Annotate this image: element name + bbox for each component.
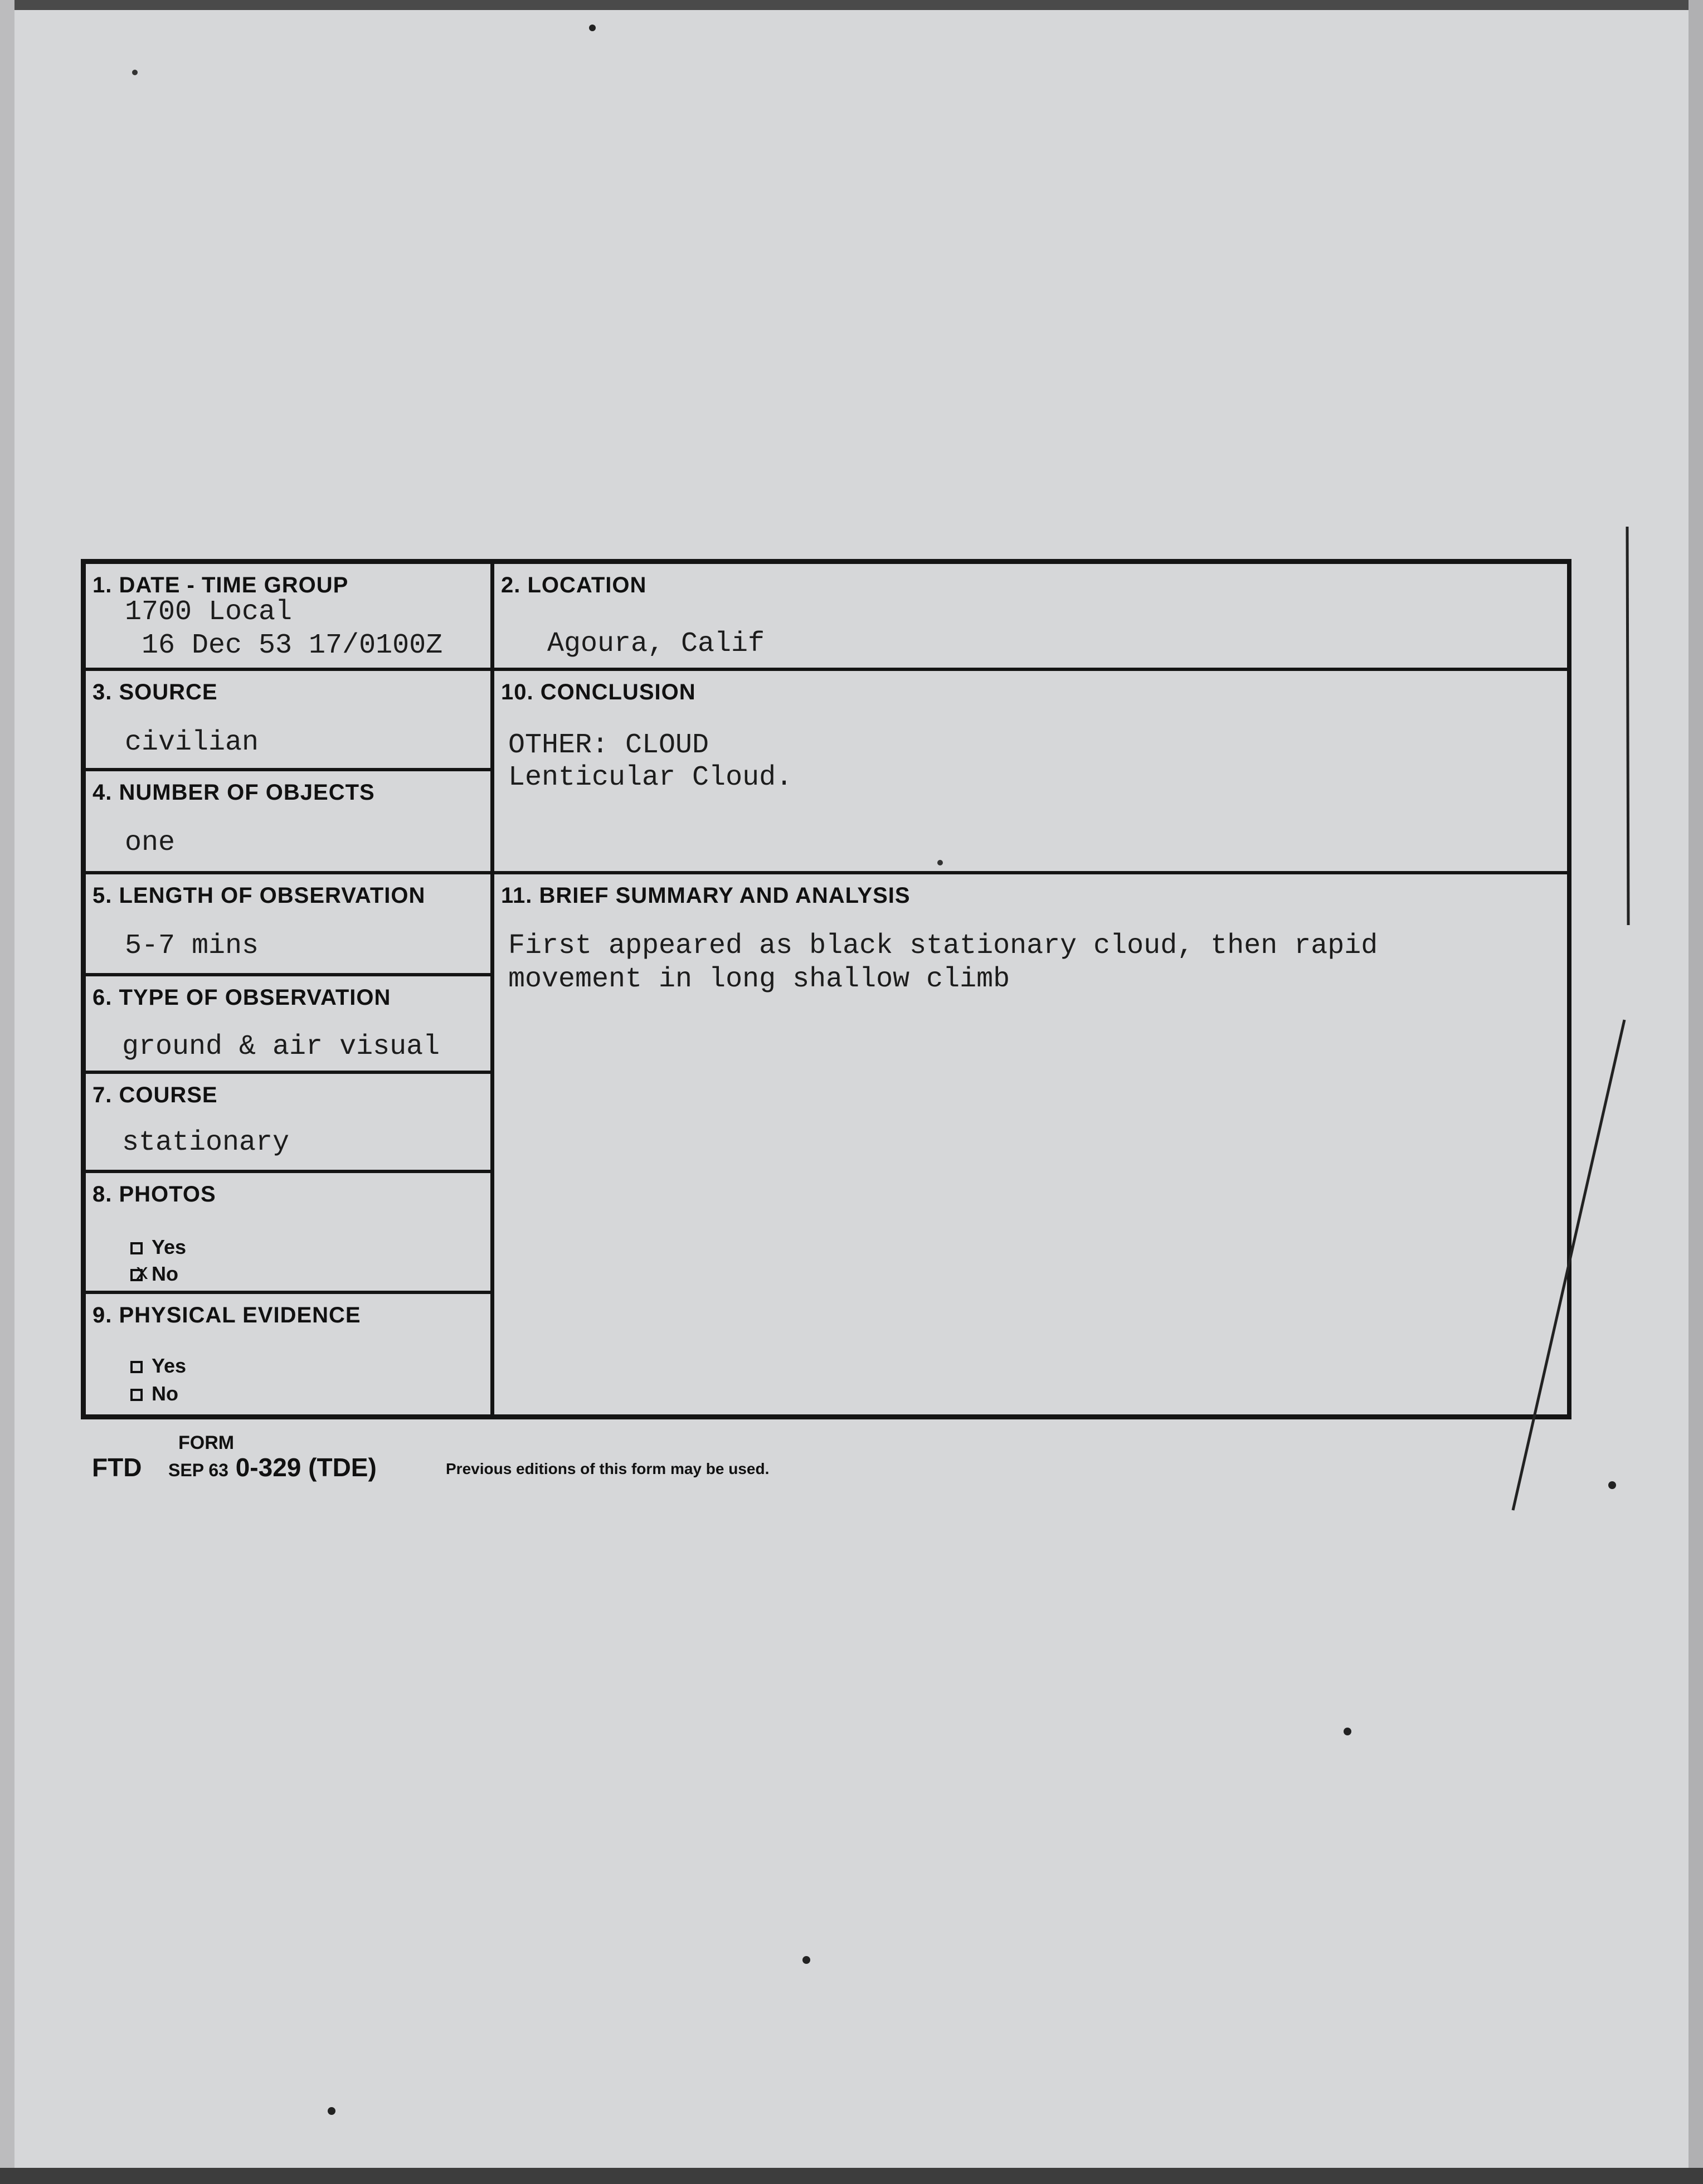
scan-speck — [589, 25, 596, 31]
scan-speck — [1608, 1481, 1616, 1489]
footer-form-code: 0-329 (TDE) — [235, 1453, 377, 1482]
summary-label: 11. BRIEF SUMMARY AND ANALYSIS — [501, 883, 911, 908]
summary-line-1: First appeared as black stationary cloud, then rapid — [508, 930, 1378, 962]
conclusion-label: 10. CONCLUSION — [501, 680, 696, 704]
footer-previous-editions: Previous editions of this form may be used. — [446, 1460, 770, 1477]
scan-speck — [802, 1956, 810, 1964]
date-time-zulu: 16 Dec 53 17/0100Z — [142, 630, 443, 661]
scan-diagonal-mark — [1513, 1020, 1624, 1510]
physical-evidence-label: 9. PHYSICAL EVIDENCE — [93, 1303, 361, 1327]
footer-ftd: FTD — [92, 1453, 142, 1482]
length-of-observation-label: 5. LENGTH OF OBSERVATION — [93, 883, 426, 908]
physical-evidence-no-label: No — [152, 1382, 178, 1405]
type-of-observation-label: 6. TYPE OF OBSERVATION — [93, 985, 391, 1010]
date-time-group-label: 1. DATE - TIME GROUP — [93, 573, 349, 597]
footer-form-word: FORM — [178, 1432, 235, 1453]
scan-speck — [328, 2107, 335, 2115]
course-value: stationary — [122, 1127, 290, 1159]
photos-label: 8. PHOTOS — [93, 1182, 216, 1207]
source-label: 3. SOURCE — [93, 680, 218, 704]
length-of-observation-value: 5-7 mins — [125, 930, 259, 962]
scan-speck — [132, 70, 138, 75]
scan-speck — [937, 860, 943, 865]
type-of-observation-value: ground & air visual — [122, 1031, 440, 1063]
summary-line-2: movement in long shallow climb — [508, 964, 1010, 995]
number-of-objects-label: 4. NUMBER OF OBJECTS — [93, 780, 375, 805]
photos-no-label: No — [152, 1262, 178, 1285]
conclusion-category: OTHER: CLOUD — [508, 729, 709, 761]
date-time-local: 1700 Local — [125, 596, 293, 628]
footer-form-date: SEP 63 — [168, 1460, 228, 1480]
source-value: civilian — [125, 727, 259, 758]
physical-evidence-yes-label: Yes — [152, 1354, 187, 1377]
course-label: 7. COURSE — [93, 1083, 218, 1107]
location-label: 2. LOCATION — [501, 573, 647, 597]
scan-vertical-mark — [1627, 527, 1628, 925]
number-of-objects-value: one — [125, 827, 176, 859]
location-value: Agoura, Calif — [547, 628, 765, 660]
conclusion-detail: Lenticular Cloud. — [508, 762, 793, 794]
scan-speck — [1344, 1728, 1351, 1735]
photos-yes-label: Yes — [152, 1236, 187, 1258]
